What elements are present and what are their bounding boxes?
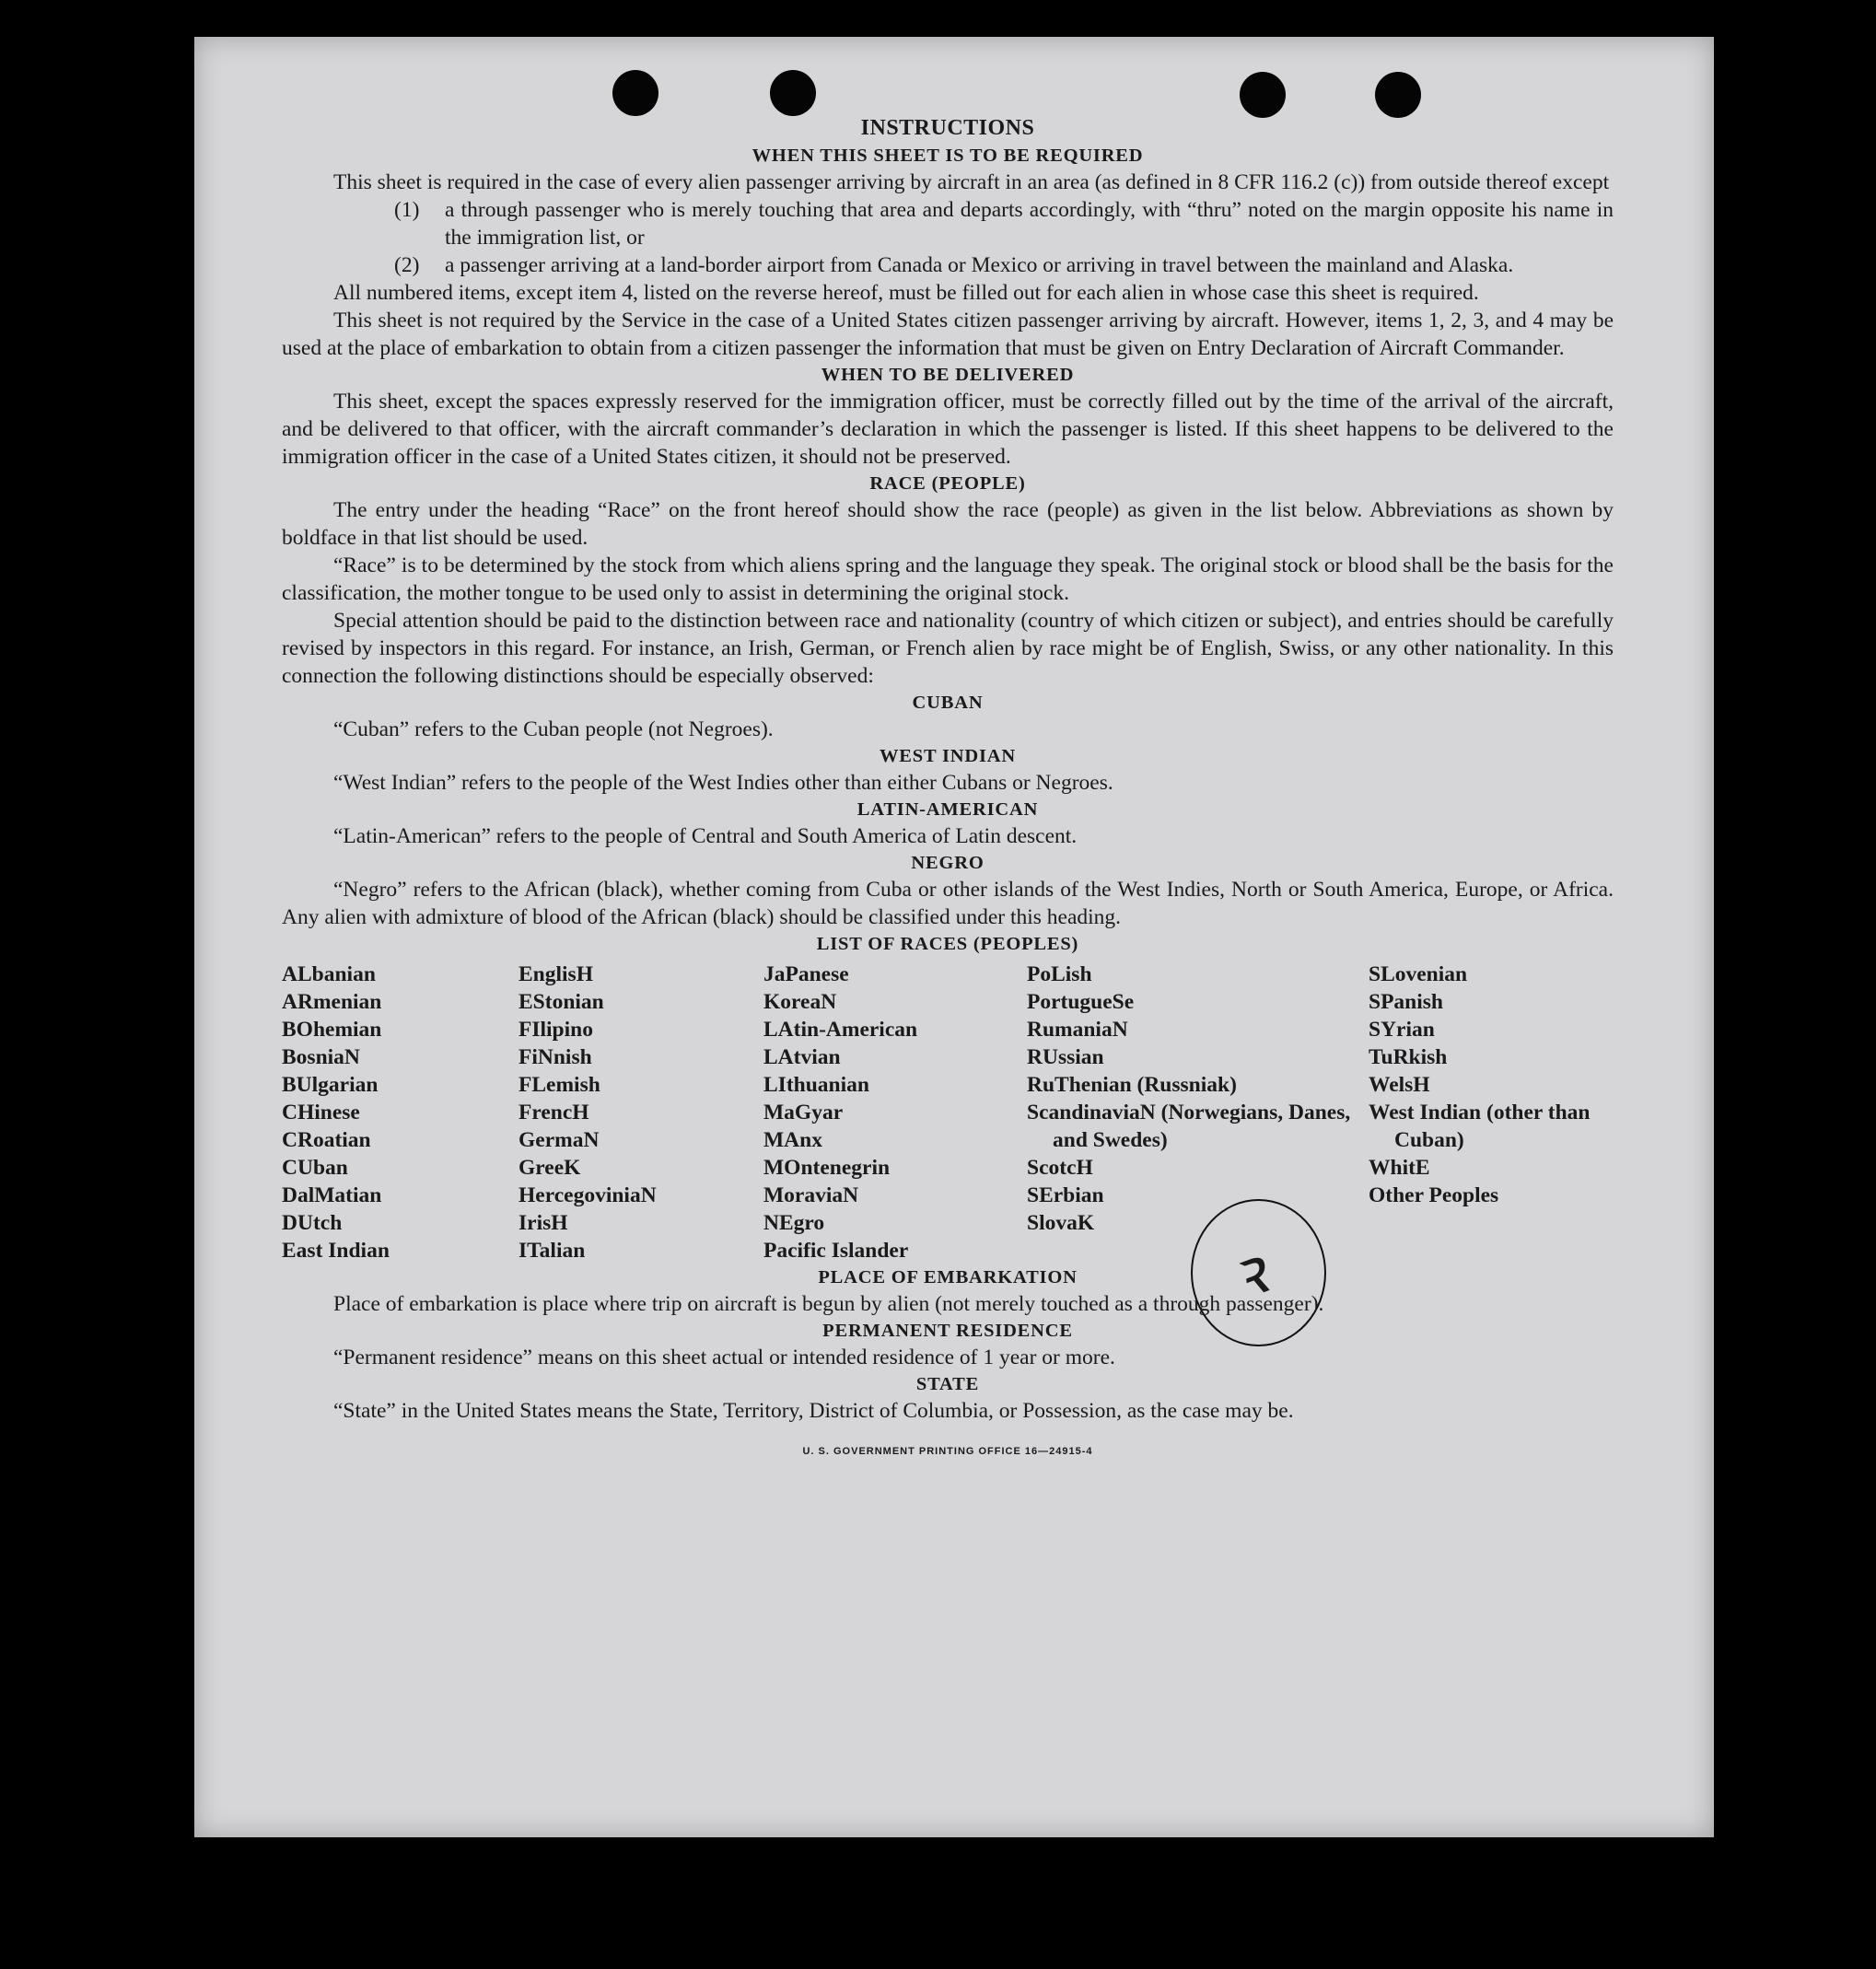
race-entry: BUlgarian: [282, 1073, 379, 1097]
race-entry: SYrian: [1369, 1018, 1435, 1042]
document-sheet: [194, 37, 1714, 1837]
races-list-heading: LIST OF RACES (PEOPLES): [816, 934, 1079, 954]
section-heading-delivered: WHEN TO BE DELIVERED: [821, 365, 1075, 385]
race-entry: LAtin-American: [763, 1018, 918, 1042]
embarkation-para: Place of embarkation is place where trip on aircraft is begun by alien (not merely touched as a through passenger).: [333, 1292, 1324, 1316]
races-column-3: [763, 961, 1027, 1264]
race-entry: East Indian: [282, 1239, 390, 1263]
race-entry: CUban: [282, 1156, 348, 1180]
item-text: a through passenger who is merely touching that area and departs accordingly, with “thru” noted on the margin opposite his name in the immigration list, or: [445, 198, 1614, 250]
races-column-4: [1027, 961, 1369, 1264]
section-heading-residence: PERMANENT RESIDENCE: [822, 1321, 1073, 1341]
section-heading-negro: NEGRO: [911, 853, 985, 873]
race-entry: RuThenian (Russniak): [1027, 1073, 1237, 1097]
item-number: (1): [394, 198, 420, 222]
race-entry: ScandinaviaN (Norwegians, Danes, and Swedes): [1027, 1101, 1351, 1152]
required-item-1: [282, 196, 1614, 251]
residence-para: “Permanent residence” means on this sheet actual or intended residence of 1 year or more.: [333, 1346, 1115, 1369]
race-entry: West Indian (other than Cuban): [1369, 1101, 1591, 1152]
race-entry: GreeK: [519, 1156, 581, 1180]
section-heading-race: RACE (PEOPLE): [869, 473, 1026, 494]
race-entry: KoreaN: [763, 990, 837, 1014]
race-entry: FrencH: [519, 1101, 589, 1124]
race-entry: ITalian: [519, 1239, 586, 1263]
race-entry: DalMatian: [282, 1183, 382, 1207]
item-number: (2): [394, 253, 420, 277]
printing-office-footer: U. S. GOVERNMENT PRINTING OFFICE 16—24915-4: [802, 1446, 1093, 1457]
race-entry: WelsH: [1369, 1073, 1430, 1097]
section-heading-required: WHEN THIS SHEET IS TO BE REQUIRED: [752, 146, 1144, 166]
race-entry: DUtch: [282, 1211, 343, 1235]
race-entry: BosniaN: [282, 1045, 360, 1069]
race-entry: NEgro: [763, 1211, 825, 1235]
item-text: a passenger arriving at a land-border airport from Canada or Mexico or arriving in travel between the mainland and Alaska.: [445, 253, 1514, 277]
race-entry: MOntenegrin: [763, 1156, 891, 1180]
race-entry: EnglisH: [519, 962, 593, 986]
race-entry: FiNnish: [519, 1045, 592, 1069]
latin-american-para: “Latin-American” refers to the people of Central and South America of Latin descent.: [333, 824, 1078, 848]
race-entry: JaPanese: [763, 962, 849, 986]
section-heading-west-indian: WEST INDIAN: [880, 746, 1016, 766]
race-entry: BOhemian: [282, 1018, 382, 1042]
delivered-para: This sheet, except the spaces expressly reserved for the immigration officer, must be correctly filled out by the time of the arrival of the aircraft, and be delivered to that officer, with the aircraft commander’s declaration in which the passenger is listed. If this sheet happens to be delivered to the immigration officer in the case of a United States citizen, it should not be preserved.: [282, 390, 1614, 469]
race-entry: Pacific Islander: [763, 1239, 909, 1263]
punch-hole: [770, 70, 816, 116]
race-entry: TuRkish: [1369, 1045, 1448, 1069]
race-entry: GermaN: [519, 1128, 600, 1152]
race-entry: SPanish: [1369, 990, 1443, 1014]
race-entry: RumaniaN: [1027, 1018, 1128, 1042]
races-column-5: [1369, 961, 1614, 1264]
west-indian-para: “West Indian” refers to the people of the West Indies other than either Cubans or Negroes.: [333, 771, 1113, 795]
punch-hole: [1375, 72, 1421, 118]
race-entry: EStonian: [519, 990, 604, 1014]
negro-para: “Negro” refers to the African (black), whether coming from Cuba or other islands of the West Indies, North or South America, Europe, or Africa. Any alien with admixture of blood of the African (black) should be classified under this heading.: [282, 878, 1614, 929]
races-column-1: [282, 961, 519, 1264]
race-entry: ARmenian: [282, 990, 382, 1014]
race-entry: Other Peoples: [1369, 1183, 1499, 1207]
race-entry: SlovaK: [1027, 1211, 1095, 1235]
cuban-para: “Cuban” refers to the Cuban people (not Negroes).: [333, 717, 774, 741]
race-entry: SLovenian: [1369, 962, 1468, 986]
race-para-1: The entry under the heading “Race” on the front hereof should show the race (people) as given in the list below. Abbreviations as shown by boldface in that list should be used.: [282, 498, 1614, 550]
state-para: “State” in the United States means the State, Territory, District of Columbia, or Possession, as the case may be.: [333, 1399, 1294, 1423]
races-column-2: [519, 961, 763, 1264]
race-entry: ALbanian: [282, 962, 376, 986]
race-entry: MAnx: [763, 1128, 822, 1152]
instructions-content: [282, 113, 1614, 1465]
race-entry: FIlipino: [519, 1018, 593, 1042]
race-entry: LAtvian: [763, 1045, 841, 1069]
race-entry: CHinese: [282, 1101, 360, 1124]
required-intro: This sheet is required in the case of every alien passenger arriving by aircraft in an area (as defined in 8 CFR 116.2 (c)) from outside thereof except: [333, 170, 1610, 194]
race-entry: PortugueSe: [1027, 990, 1135, 1014]
race-entry: HercegoviniaN: [519, 1183, 657, 1207]
race-entry: CRoatian: [282, 1128, 371, 1152]
race-entry: MaGyar: [763, 1101, 844, 1124]
required-para-3: This sheet is not required by the Service in the case of a United States citizen passenger arriving by aircraft. However, items 1, 2, 3, and 4 may be used at the place of embarkation to obtain from a citizen passenger the information that must be given on Entry Declaration of Aircraft Commander.: [282, 309, 1614, 360]
punch-hole: [1240, 72, 1286, 118]
section-heading-state: STATE: [915, 1374, 980, 1394]
race-entry: ScotcH: [1027, 1156, 1093, 1180]
punch-hole: [612, 70, 658, 116]
race-entry: IrisH: [519, 1211, 568, 1235]
race-entry: SErbian: [1027, 1183, 1104, 1207]
section-heading-cuban: CUBAN: [912, 693, 984, 713]
races-list: [282, 961, 1614, 1264]
section-heading-embarkation: PLACE OF EMBARKATION: [818, 1267, 1078, 1287]
page-title: INSTRUCTIONS: [860, 116, 1035, 140]
required-item-2: [282, 251, 1614, 279]
race-entry: WhitE: [1369, 1156, 1430, 1180]
required-para-2: All numbered items, except item 4, listed on the reverse hereof, must be filled out for each alien in whose case this sheet is required.: [333, 281, 1479, 305]
race-entry: LIthuanian: [763, 1073, 869, 1097]
race-entry: RUssian: [1027, 1045, 1104, 1069]
stamp-glyph: ꝛ: [1219, 1231, 1276, 1316]
race-entry: MoraviaN: [763, 1183, 859, 1207]
section-heading-latin-american: LATIN-AMERICAN: [856, 799, 1039, 820]
race-entry: PoLish: [1027, 962, 1092, 986]
race-para-3: Special attention should be paid to the distinction between race and nationality (country of which citizen or subject), and entries should be carefully revised by inspectors in this regard. For instance, an Irish, German, or French alien by race might be of English, Swiss, or any other nationality. In this connection the following distinctions should be especially observed:: [282, 609, 1614, 688]
race-entry: FLemish: [519, 1073, 600, 1097]
race-para-2: “Race” is to be determined by the stock from which aliens spring and the language they speak. The original stock or blood shall be the basis for the classification, the mother tongue to be used only to assist in determining the original stock.: [282, 553, 1614, 605]
